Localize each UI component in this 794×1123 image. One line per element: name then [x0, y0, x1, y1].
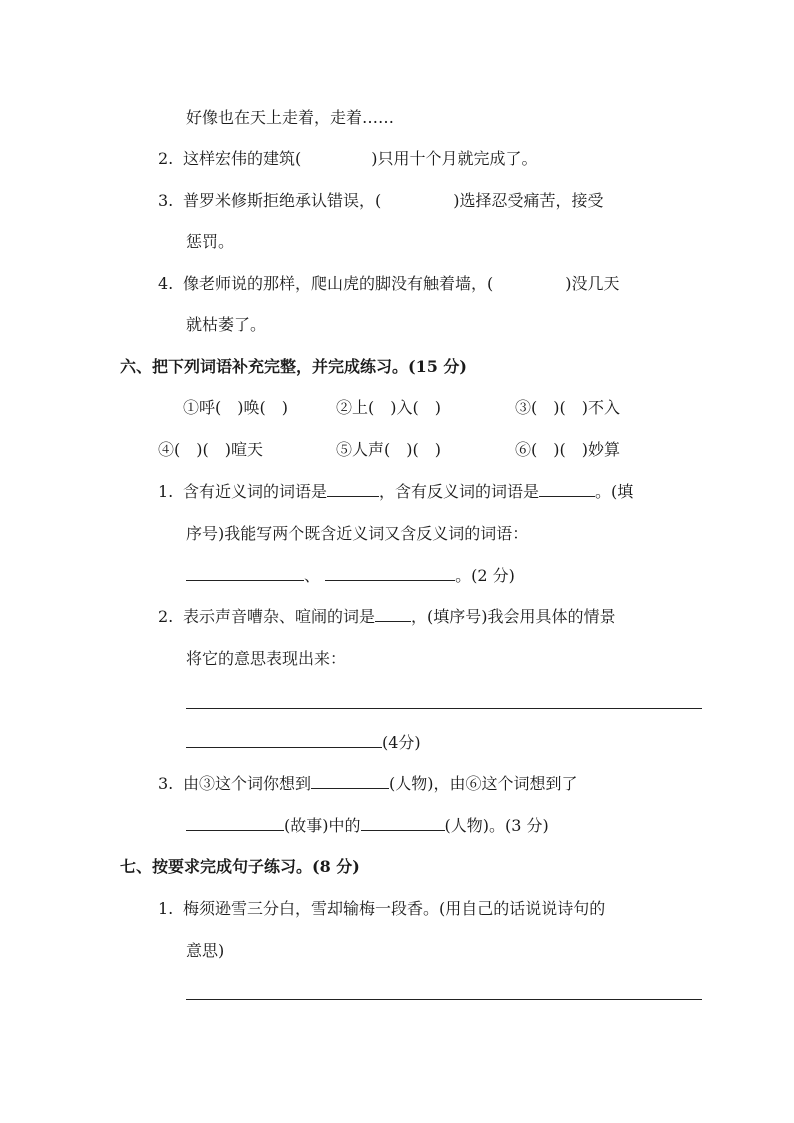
q7-1-answer-line[interactable] [186, 999, 702, 1000]
section7-heading: 七、按要求完成句子练习。(8 分) [120, 857, 360, 876]
q6-1-text-c: 。(填 [595, 482, 634, 501]
q6-3-blank-person-1[interactable] [311, 774, 389, 789]
q6-2-continuation: 将它的意思表现出来： [186, 649, 347, 668]
q6-2-answer-line-1[interactable] [186, 708, 702, 709]
section6-heading: 六、把下列词语补充完整，并完成练习。(15 分) [120, 357, 467, 376]
q6-1-text-b: ，含有反义词的词语是 [379, 482, 540, 501]
q5-3-text-post: )选择忍受痛苦，接受 [453, 191, 604, 210]
q6-2-answer-line-2[interactable] [186, 733, 382, 748]
q5-2-text-pre: 这样宏伟的建筑( [183, 149, 302, 168]
q7-1-continuation: 意思) [186, 941, 225, 960]
q5-3-continuation: 惩罚。 [186, 232, 235, 251]
q6-1-blank-word-1[interactable] [186, 566, 304, 581]
q6-3-text-d: (人物)。(3 分) [444, 816, 549, 835]
q6-2-number: 2. [158, 607, 174, 626]
q6-1-line [183, 482, 633, 502]
q6-3-number: 3. [158, 774, 174, 793]
q6-3-text-c: (故事)中的 [284, 816, 361, 835]
q6-3-line-2 [186, 816, 549, 836]
q6-2-text-a: 表示声音嘈杂、喧闹的词是 [183, 607, 376, 626]
q6-1-separator: 、 [304, 566, 321, 585]
q7-1-text: 梅须逊雪三分白，雪却输梅一段香。(用自己的话说说诗句的 [183, 899, 606, 918]
q5-2-line [183, 149, 538, 169]
q6-1-continuation: 序号)我能写两个既含近义词又含反义词的词语： [186, 524, 529, 543]
q6-2-score: (4分) [382, 733, 421, 752]
word-item-6: ⑥( )( )妙算 [515, 440, 620, 459]
q6-3-line [183, 774, 578, 794]
q6-2-answer-line-2-row [186, 733, 421, 753]
q6-3-text-b: (人物)，由⑥这个词想到了 [389, 774, 578, 793]
word-item-5: ⑤人声( )( ) [336, 440, 441, 459]
q6-1-blank-synonym[interactable] [327, 482, 379, 497]
q5-4-number: 4. [158, 274, 174, 293]
word-item-1: ①呼( )唤( ) [183, 398, 288, 417]
q6-1-number: 1. [158, 482, 174, 501]
q5-3-text-pre: 普罗米修斯拒绝承认错误，( [183, 191, 382, 210]
q5-1-continuation: 好像也在天上走着，走着…… [186, 108, 395, 127]
q6-1-text-a: 含有近义词的词语是 [183, 482, 328, 501]
q6-3-text-a: 由③这个词你想到 [183, 774, 312, 793]
q6-1-score: 。(2 分) [455, 566, 515, 585]
q6-1-blank-word-2[interactable] [325, 566, 455, 581]
q5-4-line [183, 274, 620, 294]
q6-1-blank-antonym[interactable] [539, 482, 595, 497]
q6-2-line [183, 607, 616, 627]
word-item-2: ②上( )入( ) [336, 398, 441, 417]
q6-3-blank-person-2[interactable] [361, 816, 445, 831]
q6-3-blank-story[interactable] [186, 816, 284, 831]
q5-4-text-pre: 像老师说的那样，爬山虎的脚没有触着墙，( [183, 274, 494, 293]
word-item-4: ④( )( )喧天 [158, 440, 263, 459]
q5-4-continuation: 就枯萎了。 [186, 315, 267, 334]
q5-2-number: 2. [158, 149, 174, 168]
q7-1-number: 1. [158, 899, 174, 918]
q5-2-text-post: )只用十个月就完成了。 [371, 149, 538, 168]
q6-2-text-b: ，(填序号)我会用具体的情景 [411, 607, 616, 626]
word-item-3: ③( )( )不入 [515, 398, 620, 417]
q6-1-answer-line [186, 566, 515, 586]
q6-2-blank-number[interactable] [375, 607, 411, 622]
q5-4-text-post: )没几天 [565, 274, 620, 293]
q5-3-line [183, 191, 604, 211]
q5-3-number: 3. [158, 191, 174, 210]
